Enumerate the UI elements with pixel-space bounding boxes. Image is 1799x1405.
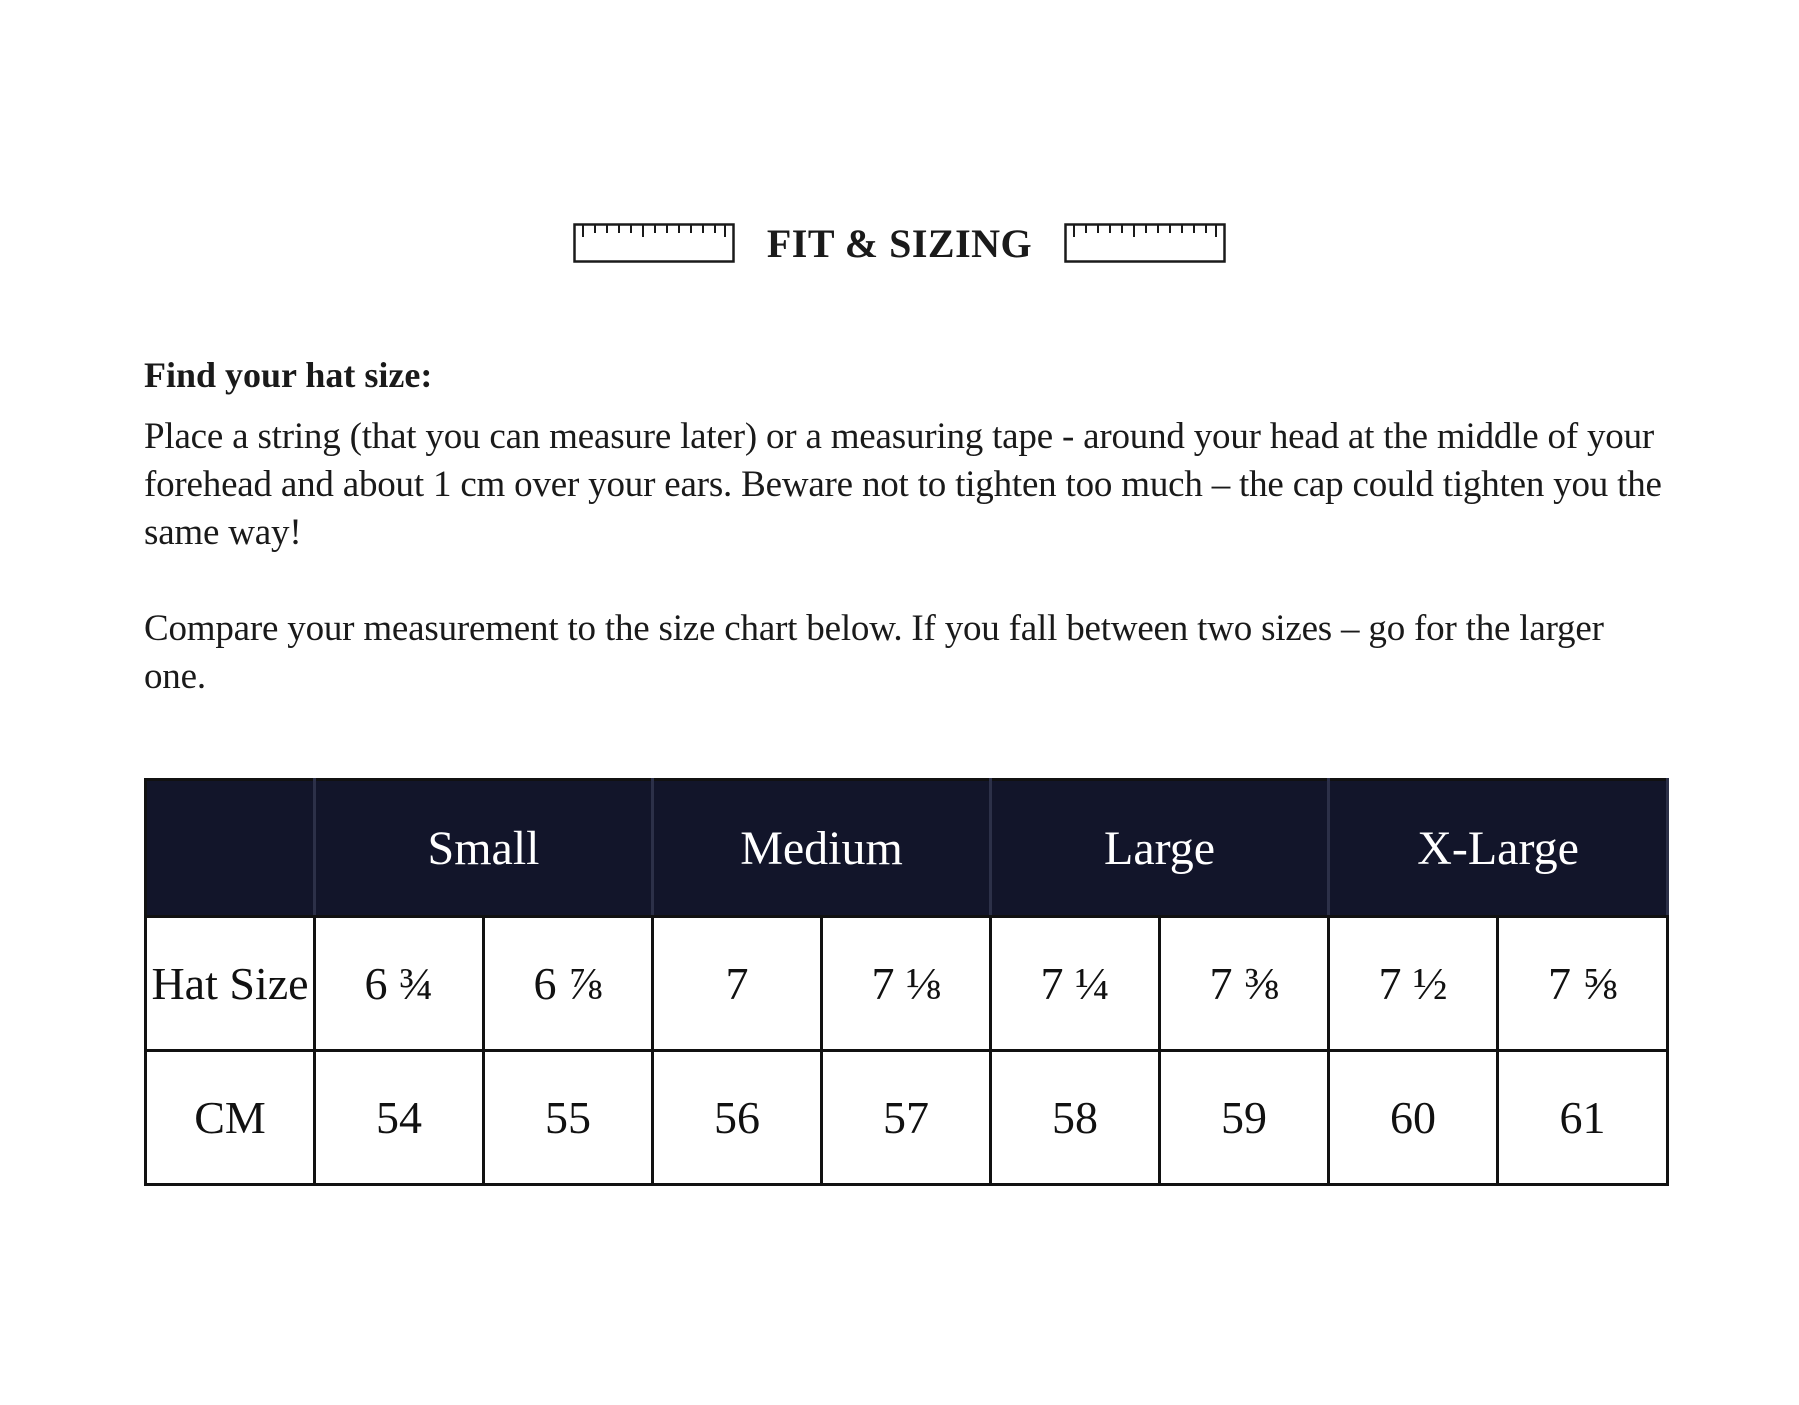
- table-corner-cell: [146, 780, 315, 917]
- cm-cell: 60: [1329, 1051, 1498, 1185]
- hat-size-cell: 7: [653, 917, 822, 1051]
- row-label-hat-size: Hat Size: [146, 917, 315, 1051]
- cm-cell: 55: [484, 1051, 653, 1185]
- table-header-row: [146, 780, 1668, 917]
- cm-cell: 58: [991, 1051, 1160, 1185]
- cm-cell: 61: [1498, 1051, 1668, 1185]
- instructions-section: [144, 352, 1674, 701]
- instructions-paragraph: Place a string (that you can measure later) or a measuring tape - around your head at the middle of your forehead and about 1 cm over your ears. Beware not to tighten too much – the cap could tighten you the same way!: [144, 415, 1662, 553]
- hat-size-cell: 6 ⅞: [484, 917, 653, 1051]
- cm-cell: 57: [822, 1051, 991, 1185]
- table-row-hat-size: [146, 917, 1668, 1051]
- ruler-icon: [573, 223, 735, 263]
- cm-cell: 54: [315, 1051, 484, 1185]
- cm-cell: 56: [653, 1051, 822, 1185]
- table-row-cm: [146, 1051, 1668, 1185]
- hat-size-cell: 7 ⅝: [1498, 917, 1668, 1051]
- instructions-paragraph: Compare your measurement to the size chart below. If you fall between two sizes – go for the larger one.: [144, 607, 1604, 697]
- hat-size-cell: 7 ¼: [991, 917, 1160, 1051]
- cm-cell: 59: [1160, 1051, 1329, 1185]
- hat-size-cell: 6 ¾: [315, 917, 484, 1051]
- size-group-header: Medium: [653, 780, 991, 917]
- hat-size-cell: 7 ⅜: [1160, 917, 1329, 1051]
- hat-size-cell: 7 ½: [1329, 917, 1498, 1051]
- size-group-header: Large: [991, 780, 1329, 917]
- ruler-icon: [1064, 223, 1226, 263]
- size-group-header: Small: [315, 780, 653, 917]
- row-label-cm: CM: [146, 1051, 315, 1185]
- size-group-header: X-Large: [1329, 780, 1668, 917]
- hat-size-cell: 7 ⅛: [822, 917, 991, 1051]
- page-title: FIT & SIZING: [766, 220, 1033, 266]
- size-chart-table: [144, 778, 1669, 1186]
- instructions-heading: Find your hat size:: [144, 355, 433, 395]
- page-header: [0, 218, 1799, 268]
